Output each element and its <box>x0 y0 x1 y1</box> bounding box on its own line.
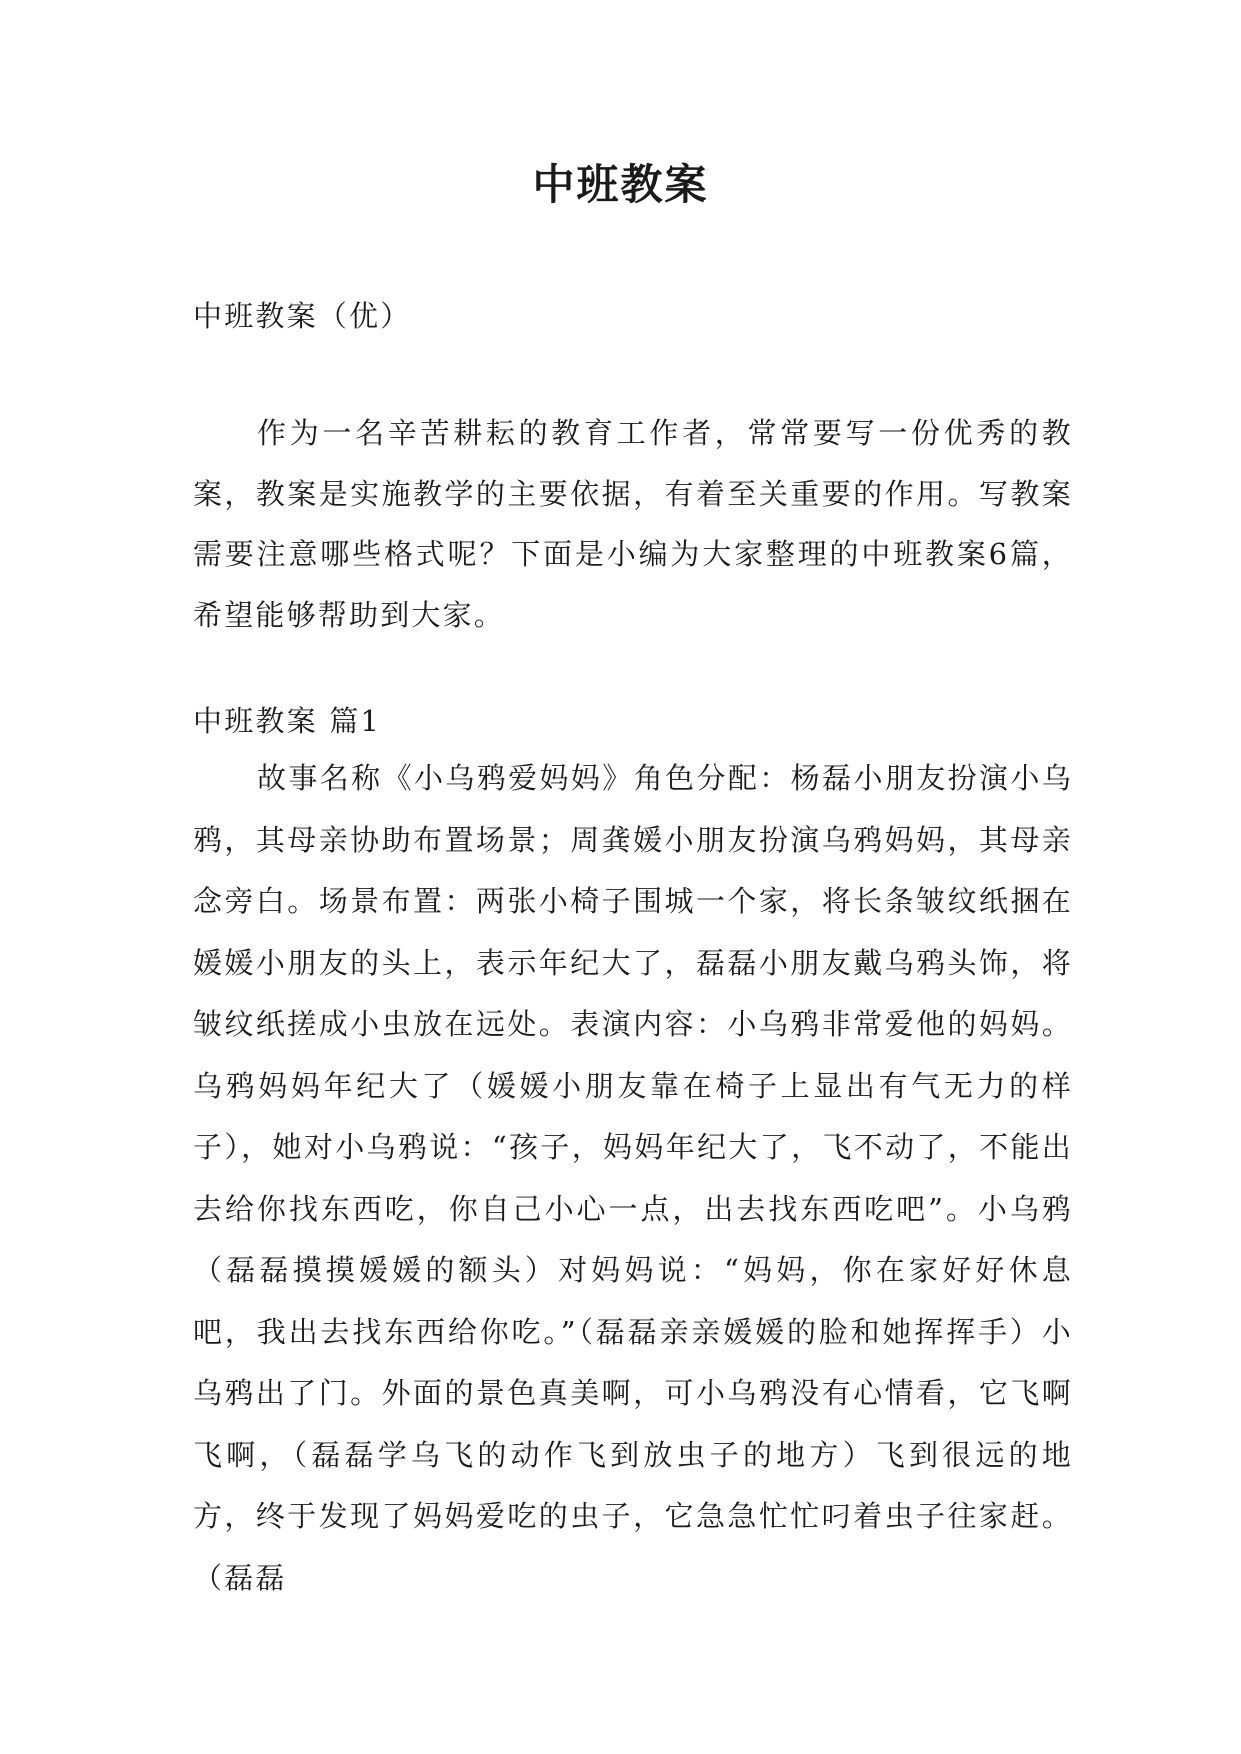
document-title: 中班教案 <box>532 160 709 209</box>
intro-paragraph: 作为一名辛苦耕耘的教育工作者，常常要写一份优秀的教案，教案是实施教学的主要依据，有着至关重要的作用。写教案需要注意哪些格式呢？下面是小编为大家整理的中班教案6篇，希望能够帮助到大家。 <box>193 416 1073 632</box>
document-subtitle: 中班教案（优） <box>193 299 412 333</box>
section-heading: 中班教案 篇1 <box>193 704 382 738</box>
section-body-paragraph: 故事名称《小乌鸦爱妈妈》角色分配：杨磊小朋友扮演小乌鸦，其母亲协助布置场景；周龚媛小朋友扮演乌鸦妈妈，其母亲念旁白。场景布置：两张小椅子围城一个家，将长条皱纹纸捆在媛媛小朋友的头上，表示年纪大了，磊磊小朋友戴乌鸦头饰，将皱纹纸搓成小虫放在远处。表演内容：小乌鸦非常爱他的妈妈。乌鸦妈妈年纪大了（媛媛小朋友靠在椅子上显出有气无力的样子），她对小乌鸦说：“孩子，妈妈年纪大了，飞不动了，不能出去给你找东西吃，你自己小心一点，出去找东西吃吧”。小乌鸦（磊磊摸摸媛媛的额头）对妈妈说：“妈妈，你在家好好休息吧，我出去找东西给你吃。”（磊磊亲亲媛媛的脸和她挥挥手）小乌鸦出了门。外面的景色真美啊，可小乌鸦没有心情看，它飞啊飞啊，（磊磊学乌飞的动作飞到放虫子的地方）飞到很远的地方，终于发现了妈妈爱吃的虫子，它急急忙忙叼着虫子往家赶。（磊磊 <box>193 761 1073 1595</box>
